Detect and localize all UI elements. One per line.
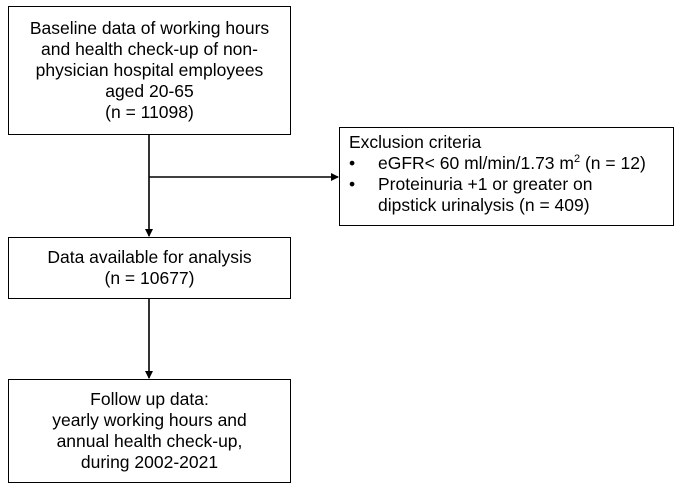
criterion-egfr-text <box>378 153 663 174</box>
criterion-egfr-main: eGFR< 60 ml/min/1.73 m <box>378 153 574 173</box>
available-data-box <box>8 237 291 299</box>
criterion-egfr <box>349 153 663 174</box>
baseline-line-1: Baseline data of working hours <box>29 18 270 38</box>
baseline-line-2: and health check-up of non- <box>41 39 258 59</box>
baseline-line-3: physician hospital employees <box>35 60 264 80</box>
criterion-egfr-superscript: 2 <box>573 153 581 166</box>
baseline-line-5: (n = 11098) <box>105 102 194 122</box>
bullet-icon: • <box>349 153 356 173</box>
criterion-proteinuria-line-2: dipstick urinalysis (n = 409) <box>378 195 590 215</box>
followup-box <box>8 379 291 483</box>
available-line-1: Data available for analysis <box>47 247 252 267</box>
criterion-egfr-count: (n = 12) <box>580 153 646 173</box>
baseline-box <box>8 6 291 135</box>
exclusion-title: Exclusion criteria <box>349 132 482 152</box>
bullet-icon: • <box>349 174 356 194</box>
exclusion-criteria-box <box>339 127 674 226</box>
criterion-proteinuria-text <box>378 174 663 216</box>
criterion-proteinuria <box>349 174 663 216</box>
followup-line-4: during 2002-2021 <box>80 452 219 472</box>
baseline-line-4: aged 20-65 <box>105 81 194 101</box>
available-line-2: (n = 10677) <box>104 268 195 288</box>
followup-line-2: yearly working hours and <box>52 410 247 430</box>
followup-line-3: annual health check-up, <box>56 431 243 451</box>
criterion-proteinuria-line-1: Proteinuria +1 or greater on <box>378 174 593 194</box>
followup-line-1: Follow up data: <box>90 389 209 409</box>
